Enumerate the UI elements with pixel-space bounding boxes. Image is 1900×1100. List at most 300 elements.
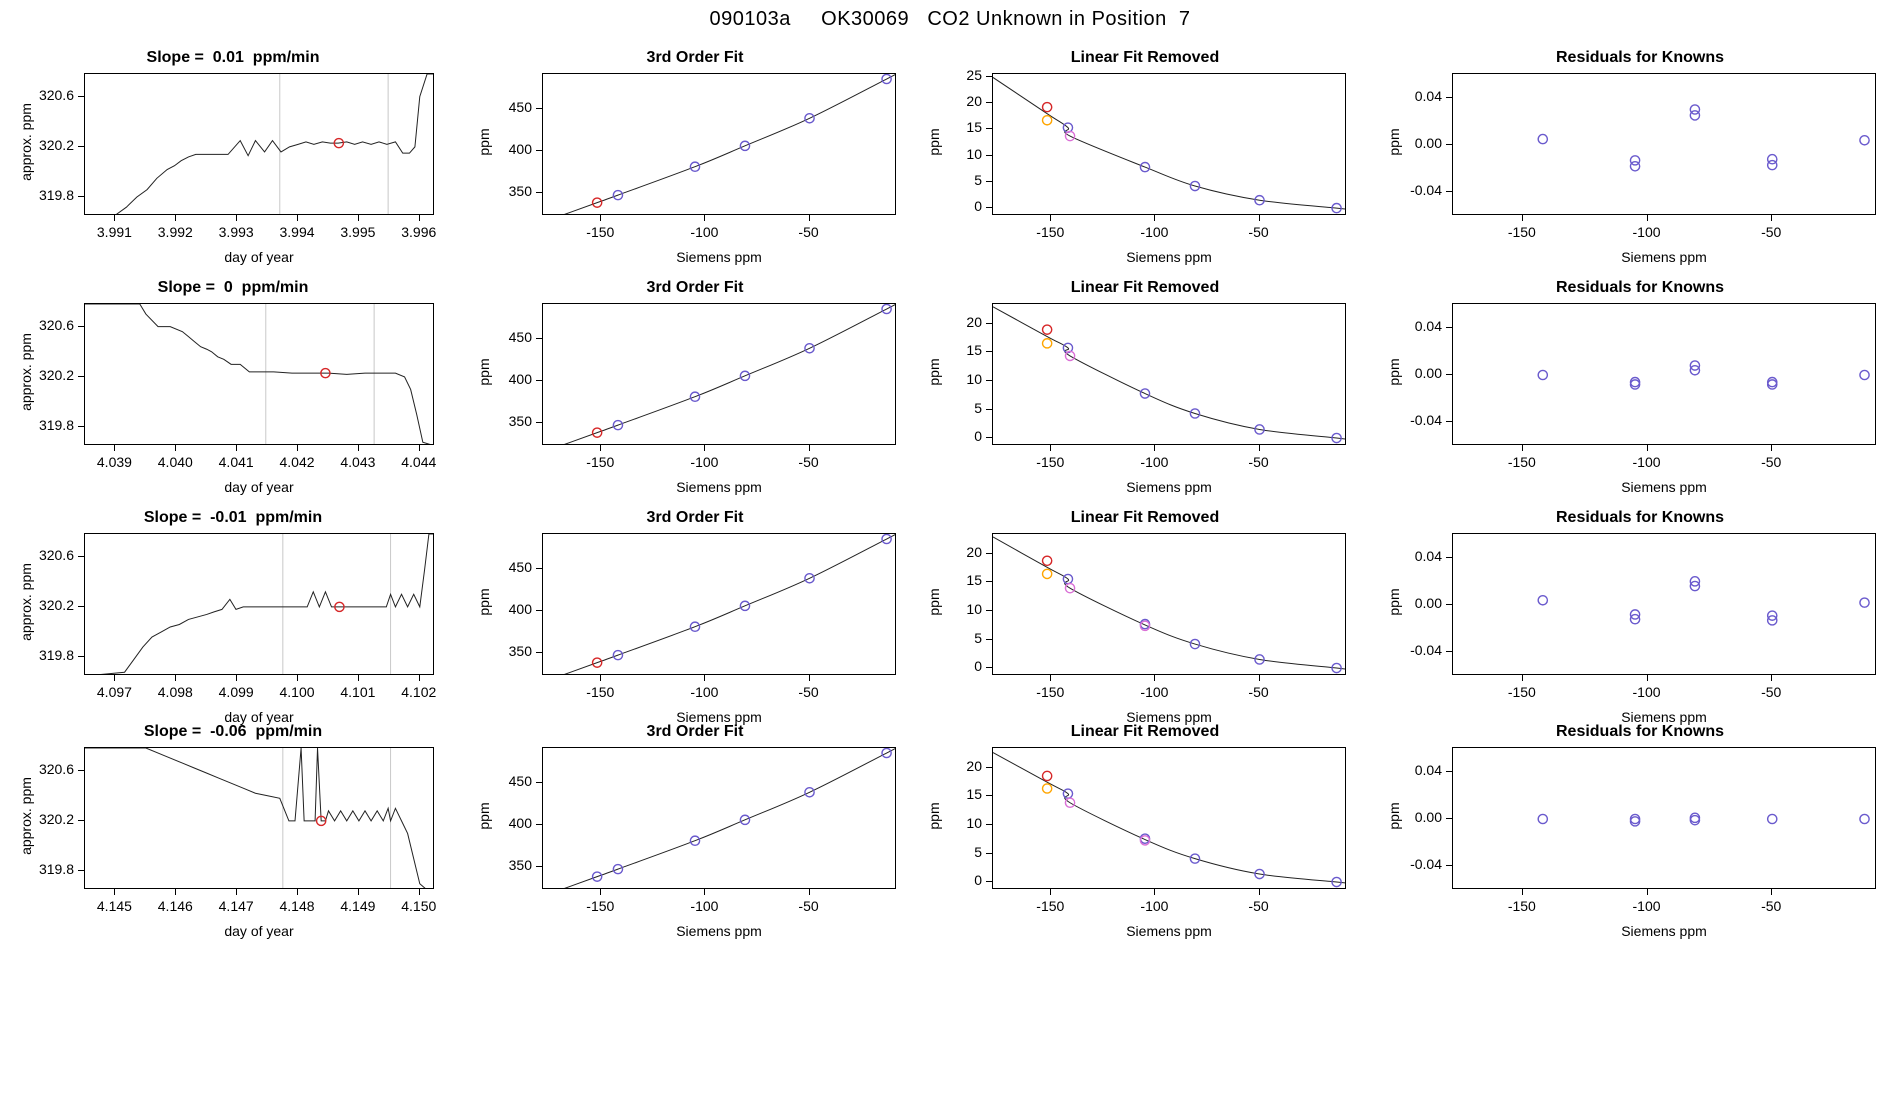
y-tick-mark xyxy=(536,380,542,381)
y-tick-mark xyxy=(986,351,992,352)
y-tick-mark xyxy=(78,146,84,147)
x-axis-label: day of year xyxy=(224,479,294,495)
y-tick-label: 10 xyxy=(966,600,982,617)
y-tick-mark xyxy=(536,192,542,193)
y-tick-mark xyxy=(986,437,992,438)
x-tick-label: -100 xyxy=(690,898,719,914)
x-tick-label: 4.097 xyxy=(96,684,132,700)
plot-title: 3rd Order Fit xyxy=(646,49,744,66)
x-tick-mark xyxy=(1522,215,1523,221)
x-tick-label: 4.040 xyxy=(157,454,193,470)
y-tick-label: 320.6 xyxy=(38,86,74,103)
x-tick-mark xyxy=(1647,889,1648,895)
x-tick-mark xyxy=(175,215,176,221)
y-tick-mark xyxy=(78,656,84,657)
plot-area xyxy=(542,73,896,215)
x-tick-label: 4.148 xyxy=(279,898,315,914)
y-axis-label: ppm xyxy=(1386,128,1402,156)
y-tick-label: 5 xyxy=(974,843,982,860)
x-tick-mark xyxy=(600,675,601,681)
x-tick-mark xyxy=(600,215,601,221)
y-tick-label: 320.6 xyxy=(38,760,74,777)
x-tick-label: -100 xyxy=(1140,684,1169,700)
x-tick-label: 4.041 xyxy=(218,454,254,470)
y-tick-label: 10 xyxy=(966,814,982,831)
y-tick-mark xyxy=(986,155,992,156)
x-tick-label: 3.991 xyxy=(96,224,132,240)
plot-area xyxy=(992,303,1346,445)
plot-title: Residuals for Knowns xyxy=(1555,723,1725,740)
x-tick-label: -50 xyxy=(1248,454,1269,470)
y-tick-mark xyxy=(1446,651,1452,652)
y-tick-label: 0.00 xyxy=(1414,595,1442,611)
plot-title: Slope = 0.01 ppm/min xyxy=(146,49,320,66)
y-tick-mark xyxy=(1446,865,1452,866)
x-tick-label: 4.146 xyxy=(157,898,193,914)
plot-area xyxy=(84,303,434,445)
y-axis-label: ppm xyxy=(926,358,942,386)
y-axis-label: ppm xyxy=(926,802,942,830)
x-tick-mark xyxy=(419,215,420,221)
y-tick-label: 320.6 xyxy=(38,316,74,333)
y-tick-label: 0 xyxy=(974,428,982,445)
y-tick-mark xyxy=(78,770,84,771)
y-tick-label: 15 xyxy=(966,342,982,359)
y-tick-mark xyxy=(986,380,992,381)
x-tick-mark xyxy=(114,445,115,451)
y-tick-mark xyxy=(986,639,992,640)
x-tick-label: 3.994 xyxy=(279,224,315,240)
y-axis-label: approx. ppm xyxy=(18,563,34,641)
y-axis-label: ppm xyxy=(1386,358,1402,386)
x-axis-label: Siemens ppm xyxy=(1126,479,1212,495)
plot-area xyxy=(84,747,434,889)
y-tick-label: 450 xyxy=(508,773,532,790)
x-axis-label: Siemens ppm xyxy=(1126,923,1212,939)
page-title: 090103a OK30069 CO2 Unknown in Position 7 xyxy=(709,8,1191,30)
plot-panel-row2-residuals xyxy=(1386,279,1890,507)
y-axis-label: ppm xyxy=(476,128,492,156)
y-tick-label: -0.04 xyxy=(1410,856,1442,873)
y-tick-mark xyxy=(78,556,84,557)
x-axis-label: Siemens ppm xyxy=(676,709,762,725)
plot-title: 3rd Order Fit xyxy=(646,279,744,296)
y-tick-label: 319.8 xyxy=(38,647,74,664)
x-tick-mark xyxy=(419,675,420,681)
x-tick-mark xyxy=(1647,215,1648,221)
x-tick-label: 4.102 xyxy=(401,684,437,700)
y-tick-label: 0 xyxy=(974,658,982,675)
y-tick-mark xyxy=(78,96,84,97)
x-axis-label: day of year xyxy=(224,709,294,725)
x-tick-label: 4.039 xyxy=(96,454,132,470)
y-tick-label: 400 xyxy=(508,814,532,831)
x-tick-mark xyxy=(1259,675,1260,681)
plot-area xyxy=(542,533,896,675)
y-tick-mark xyxy=(986,610,992,611)
plot-title: Slope = 0 ppm/min xyxy=(157,279,309,296)
y-tick-label: 20 xyxy=(966,757,982,774)
x-tick-mark xyxy=(1522,445,1523,451)
y-tick-label: 0.04 xyxy=(1414,317,1442,334)
y-tick-label: 0.00 xyxy=(1414,809,1442,825)
plot-title: 3rd Order Fit xyxy=(646,509,744,526)
x-tick-label: 4.099 xyxy=(218,684,254,700)
y-tick-mark xyxy=(536,568,542,569)
y-tick-label: 320.6 xyxy=(38,546,74,563)
x-tick-mark xyxy=(297,215,298,221)
plot-area xyxy=(1452,533,1876,675)
x-tick-mark xyxy=(704,889,705,895)
y-tick-label: 20 xyxy=(966,92,982,109)
plot-panel-row4-residuals xyxy=(1386,723,1890,951)
x-tick-mark xyxy=(1771,675,1772,681)
x-axis-label: Siemens ppm xyxy=(676,923,762,939)
x-tick-label: 3.993 xyxy=(218,224,254,240)
x-tick-label: 4.145 xyxy=(96,898,132,914)
y-tick-label: 320.2 xyxy=(38,136,74,153)
plot-title: Linear Fit Removed xyxy=(1070,723,1220,740)
x-tick-mark xyxy=(704,675,705,681)
plot-panel-row3-residuals xyxy=(1386,509,1890,737)
x-axis-label: Siemens ppm xyxy=(1621,479,1707,495)
x-tick-label: -100 xyxy=(1140,224,1169,240)
x-tick-mark xyxy=(358,675,359,681)
plot-panel-row4-3rdorder xyxy=(476,723,910,951)
x-tick-mark xyxy=(358,445,359,451)
y-tick-mark xyxy=(986,181,992,182)
y-tick-mark xyxy=(78,376,84,377)
x-tick-mark xyxy=(114,675,115,681)
plot-area xyxy=(1452,73,1876,215)
y-tick-mark xyxy=(78,870,84,871)
x-tick-label: 4.043 xyxy=(340,454,376,470)
y-tick-mark xyxy=(1446,818,1452,819)
plot-area xyxy=(992,747,1346,889)
plot-panel-row2-3rdorder xyxy=(476,279,910,507)
y-tick-mark xyxy=(986,853,992,854)
x-tick-label: -150 xyxy=(586,224,615,240)
x-tick-label: 4.044 xyxy=(401,454,437,470)
x-tick-mark xyxy=(1522,675,1523,681)
y-tick-mark xyxy=(1446,97,1452,98)
y-tick-label: 350 xyxy=(508,642,532,659)
y-axis-label: ppm xyxy=(476,358,492,386)
plot-title: Slope = -0.01 ppm/min xyxy=(143,509,323,526)
plot-panel-row4-timeseries xyxy=(18,723,448,951)
x-tick-mark xyxy=(236,889,237,895)
x-axis-label: Siemens ppm xyxy=(1621,249,1707,265)
plot-grid xyxy=(0,31,1900,1091)
plot-panel-row1-linremoved xyxy=(926,49,1360,277)
y-tick-label: -0.04 xyxy=(1410,182,1442,199)
x-tick-label: -50 xyxy=(1248,684,1269,700)
y-tick-label: 5 xyxy=(974,399,982,416)
x-tick-label: -50 xyxy=(798,684,819,700)
x-tick-mark xyxy=(1647,445,1648,451)
x-tick-label: -50 xyxy=(1761,898,1782,914)
y-tick-mark xyxy=(1446,771,1452,772)
y-tick-mark xyxy=(536,422,542,423)
y-tick-mark xyxy=(1446,191,1452,192)
y-tick-label: 5 xyxy=(974,171,982,188)
x-axis-label: Siemens ppm xyxy=(676,479,762,495)
x-tick-mark xyxy=(297,889,298,895)
x-tick-label: 4.042 xyxy=(279,454,315,470)
y-tick-label: 10 xyxy=(966,145,982,162)
x-tick-label: -50 xyxy=(798,454,819,470)
y-axis-label: ppm xyxy=(1386,588,1402,616)
x-tick-label: -150 xyxy=(586,898,615,914)
x-tick-mark xyxy=(236,215,237,221)
x-tick-label: -100 xyxy=(1632,898,1661,914)
y-tick-label: 25 xyxy=(966,66,982,83)
x-tick-label: -100 xyxy=(1632,224,1661,240)
x-tick-mark xyxy=(704,215,705,221)
x-tick-mark xyxy=(114,215,115,221)
x-tick-label: -150 xyxy=(1036,898,1065,914)
x-tick-label: -100 xyxy=(690,224,719,240)
plot-title: Residuals for Knowns xyxy=(1555,49,1725,66)
y-tick-label: 20 xyxy=(966,313,982,330)
x-tick-mark xyxy=(1259,215,1260,221)
y-tick-label: 0 xyxy=(974,872,982,889)
x-tick-label: -100 xyxy=(1140,898,1169,914)
plot-title: Linear Fit Removed xyxy=(1070,509,1220,526)
x-axis-label: Siemens ppm xyxy=(1126,249,1212,265)
y-tick-label: 450 xyxy=(508,329,532,346)
plot-panel-row4-linremoved xyxy=(926,723,1360,951)
x-tick-mark xyxy=(175,889,176,895)
y-tick-mark xyxy=(986,581,992,582)
y-axis-label: approx. ppm xyxy=(18,103,34,181)
y-tick-label: 0 xyxy=(974,198,982,215)
y-axis-label: ppm xyxy=(476,802,492,830)
plot-area xyxy=(542,747,896,889)
x-tick-mark xyxy=(809,889,810,895)
y-tick-mark xyxy=(536,150,542,151)
x-tick-mark xyxy=(358,889,359,895)
plot-panel-row3-timeseries xyxy=(18,509,448,737)
x-tick-mark xyxy=(809,445,810,451)
x-tick-mark xyxy=(1259,889,1260,895)
x-tick-mark xyxy=(1050,889,1051,895)
y-tick-mark xyxy=(78,820,84,821)
x-tick-mark xyxy=(175,675,176,681)
plot-title: Linear Fit Removed xyxy=(1070,279,1220,296)
y-tick-mark xyxy=(78,426,84,427)
plot-area xyxy=(1452,747,1876,889)
y-tick-label: 0.00 xyxy=(1414,365,1442,381)
y-tick-label: 319.8 xyxy=(38,417,74,434)
y-tick-label: 0.00 xyxy=(1414,135,1442,151)
y-tick-mark xyxy=(986,667,992,668)
y-tick-label: 400 xyxy=(508,600,532,617)
x-tick-label: 3.995 xyxy=(340,224,376,240)
y-tick-label: 319.8 xyxy=(38,861,74,878)
plot-panel-row1-residuals xyxy=(1386,49,1890,277)
x-tick-label: -100 xyxy=(690,454,719,470)
plot-title: Residuals for Knowns xyxy=(1555,509,1725,526)
y-tick-label: 5 xyxy=(974,629,982,646)
x-tick-label: 3.996 xyxy=(401,224,437,240)
x-tick-mark xyxy=(358,215,359,221)
y-tick-mark xyxy=(986,409,992,410)
plot-title: Slope = -0.06 ppm/min xyxy=(143,723,323,740)
y-tick-label: 320.2 xyxy=(38,366,74,383)
plot-panel-row3-3rdorder xyxy=(476,509,910,737)
y-tick-label: 400 xyxy=(508,140,532,157)
x-tick-mark xyxy=(1771,445,1772,451)
y-tick-label: 15 xyxy=(966,119,982,136)
y-tick-mark xyxy=(536,610,542,611)
y-tick-mark xyxy=(536,652,542,653)
plot-panel-row1-3rdorder xyxy=(476,49,910,277)
x-tick-mark xyxy=(1154,215,1155,221)
y-tick-mark xyxy=(1446,374,1452,375)
x-tick-label: 4.100 xyxy=(279,684,315,700)
y-tick-mark xyxy=(78,326,84,327)
y-tick-label: 400 xyxy=(508,370,532,387)
y-tick-mark xyxy=(986,102,992,103)
x-axis-label: Siemens ppm xyxy=(1126,709,1212,725)
x-tick-label: -50 xyxy=(1761,224,1782,240)
plot-panel-row2-timeseries xyxy=(18,279,448,507)
x-tick-mark xyxy=(1154,675,1155,681)
x-tick-mark xyxy=(704,445,705,451)
y-tick-label: -0.04 xyxy=(1410,412,1442,429)
x-tick-label: -50 xyxy=(798,224,819,240)
x-tick-label: 4.149 xyxy=(340,898,376,914)
y-axis-label: ppm xyxy=(476,588,492,616)
x-tick-label: -150 xyxy=(1507,454,1536,470)
x-tick-mark xyxy=(1522,889,1523,895)
x-tick-mark xyxy=(175,445,176,451)
x-tick-label: 4.098 xyxy=(157,684,193,700)
y-tick-mark xyxy=(1446,557,1452,558)
plot-title: Residuals for Knowns xyxy=(1555,279,1725,296)
y-tick-mark xyxy=(536,108,542,109)
plot-area xyxy=(84,533,434,675)
y-tick-mark xyxy=(986,323,992,324)
x-tick-label: -150 xyxy=(1507,224,1536,240)
plot-title: Linear Fit Removed xyxy=(1070,49,1220,66)
y-tick-label: 450 xyxy=(508,559,532,576)
x-tick-mark xyxy=(114,889,115,895)
x-tick-label: -50 xyxy=(1248,898,1269,914)
x-tick-label: -50 xyxy=(1761,454,1782,470)
x-tick-mark xyxy=(419,445,420,451)
y-tick-label: 319.8 xyxy=(38,187,74,204)
x-tick-mark xyxy=(1647,675,1648,681)
y-tick-mark xyxy=(78,606,84,607)
y-tick-label: 320.2 xyxy=(38,810,74,827)
x-tick-mark xyxy=(419,889,420,895)
x-tick-mark xyxy=(1771,889,1772,895)
plot-area xyxy=(992,533,1346,675)
plot-area xyxy=(1452,303,1876,445)
x-tick-mark xyxy=(600,445,601,451)
x-axis-label: Siemens ppm xyxy=(676,249,762,265)
y-tick-mark xyxy=(1446,144,1452,145)
y-tick-mark xyxy=(986,553,992,554)
y-axis-label: ppm xyxy=(1386,802,1402,830)
x-tick-mark xyxy=(297,445,298,451)
x-tick-mark xyxy=(600,889,601,895)
x-tick-mark xyxy=(236,675,237,681)
x-tick-mark xyxy=(297,675,298,681)
y-axis-label: ppm xyxy=(926,128,942,156)
plot-panel-row3-linremoved xyxy=(926,509,1360,737)
x-tick-label: -100 xyxy=(1632,684,1661,700)
y-tick-label: 10 xyxy=(966,370,982,387)
y-tick-label: 350 xyxy=(508,856,532,873)
y-tick-label: 0.04 xyxy=(1414,87,1442,104)
x-tick-label: -100 xyxy=(690,684,719,700)
x-axis-label: day of year xyxy=(224,249,294,265)
y-tick-label: 0.04 xyxy=(1414,761,1442,778)
x-tick-label: -150 xyxy=(1507,898,1536,914)
x-tick-label: -150 xyxy=(1507,684,1536,700)
x-tick-label: -100 xyxy=(1632,454,1661,470)
x-tick-label: -100 xyxy=(1140,454,1169,470)
x-tick-label: 3.992 xyxy=(157,224,193,240)
y-axis-label: approx. ppm xyxy=(18,777,34,855)
x-tick-label: -150 xyxy=(1036,454,1065,470)
y-tick-label: 450 xyxy=(508,99,532,116)
y-tick-label: 15 xyxy=(966,786,982,803)
plot-area xyxy=(84,73,434,215)
y-tick-mark xyxy=(986,795,992,796)
y-axis-label: ppm xyxy=(926,588,942,616)
y-tick-label: 350 xyxy=(508,182,532,199)
plot-area xyxy=(542,303,896,445)
x-tick-label: -50 xyxy=(1761,684,1782,700)
x-axis-label: day of year xyxy=(224,923,294,939)
x-tick-mark xyxy=(809,675,810,681)
x-tick-label: 4.101 xyxy=(340,684,376,700)
x-tick-label: -150 xyxy=(586,684,615,700)
x-tick-mark xyxy=(809,215,810,221)
x-tick-mark xyxy=(1259,445,1260,451)
y-tick-label: 20 xyxy=(966,543,982,560)
plot-title: 3rd Order Fit xyxy=(646,723,744,740)
x-tick-label: 4.150 xyxy=(401,898,437,914)
plot-area xyxy=(992,73,1346,215)
y-tick-mark xyxy=(536,782,542,783)
y-tick-mark xyxy=(986,207,992,208)
y-tick-mark xyxy=(1446,327,1452,328)
plot-panel-row2-linremoved xyxy=(926,279,1360,507)
y-tick-mark xyxy=(1446,604,1452,605)
x-tick-mark xyxy=(1154,889,1155,895)
y-tick-label: 0.04 xyxy=(1414,547,1442,564)
y-tick-label: 350 xyxy=(508,412,532,429)
y-tick-mark xyxy=(536,866,542,867)
x-axis-label: Siemens ppm xyxy=(1621,923,1707,939)
y-axis-label: approx. ppm xyxy=(18,333,34,411)
y-tick-label: 15 xyxy=(966,572,982,589)
x-tick-label: -50 xyxy=(1248,224,1269,240)
y-tick-label: -0.04 xyxy=(1410,642,1442,659)
x-tick-label: 4.147 xyxy=(218,898,254,914)
y-tick-mark xyxy=(536,824,542,825)
x-tick-mark xyxy=(1050,215,1051,221)
x-tick-mark xyxy=(236,445,237,451)
y-tick-mark xyxy=(986,76,992,77)
x-tick-mark xyxy=(1050,445,1051,451)
x-tick-label: -150 xyxy=(1036,224,1065,240)
